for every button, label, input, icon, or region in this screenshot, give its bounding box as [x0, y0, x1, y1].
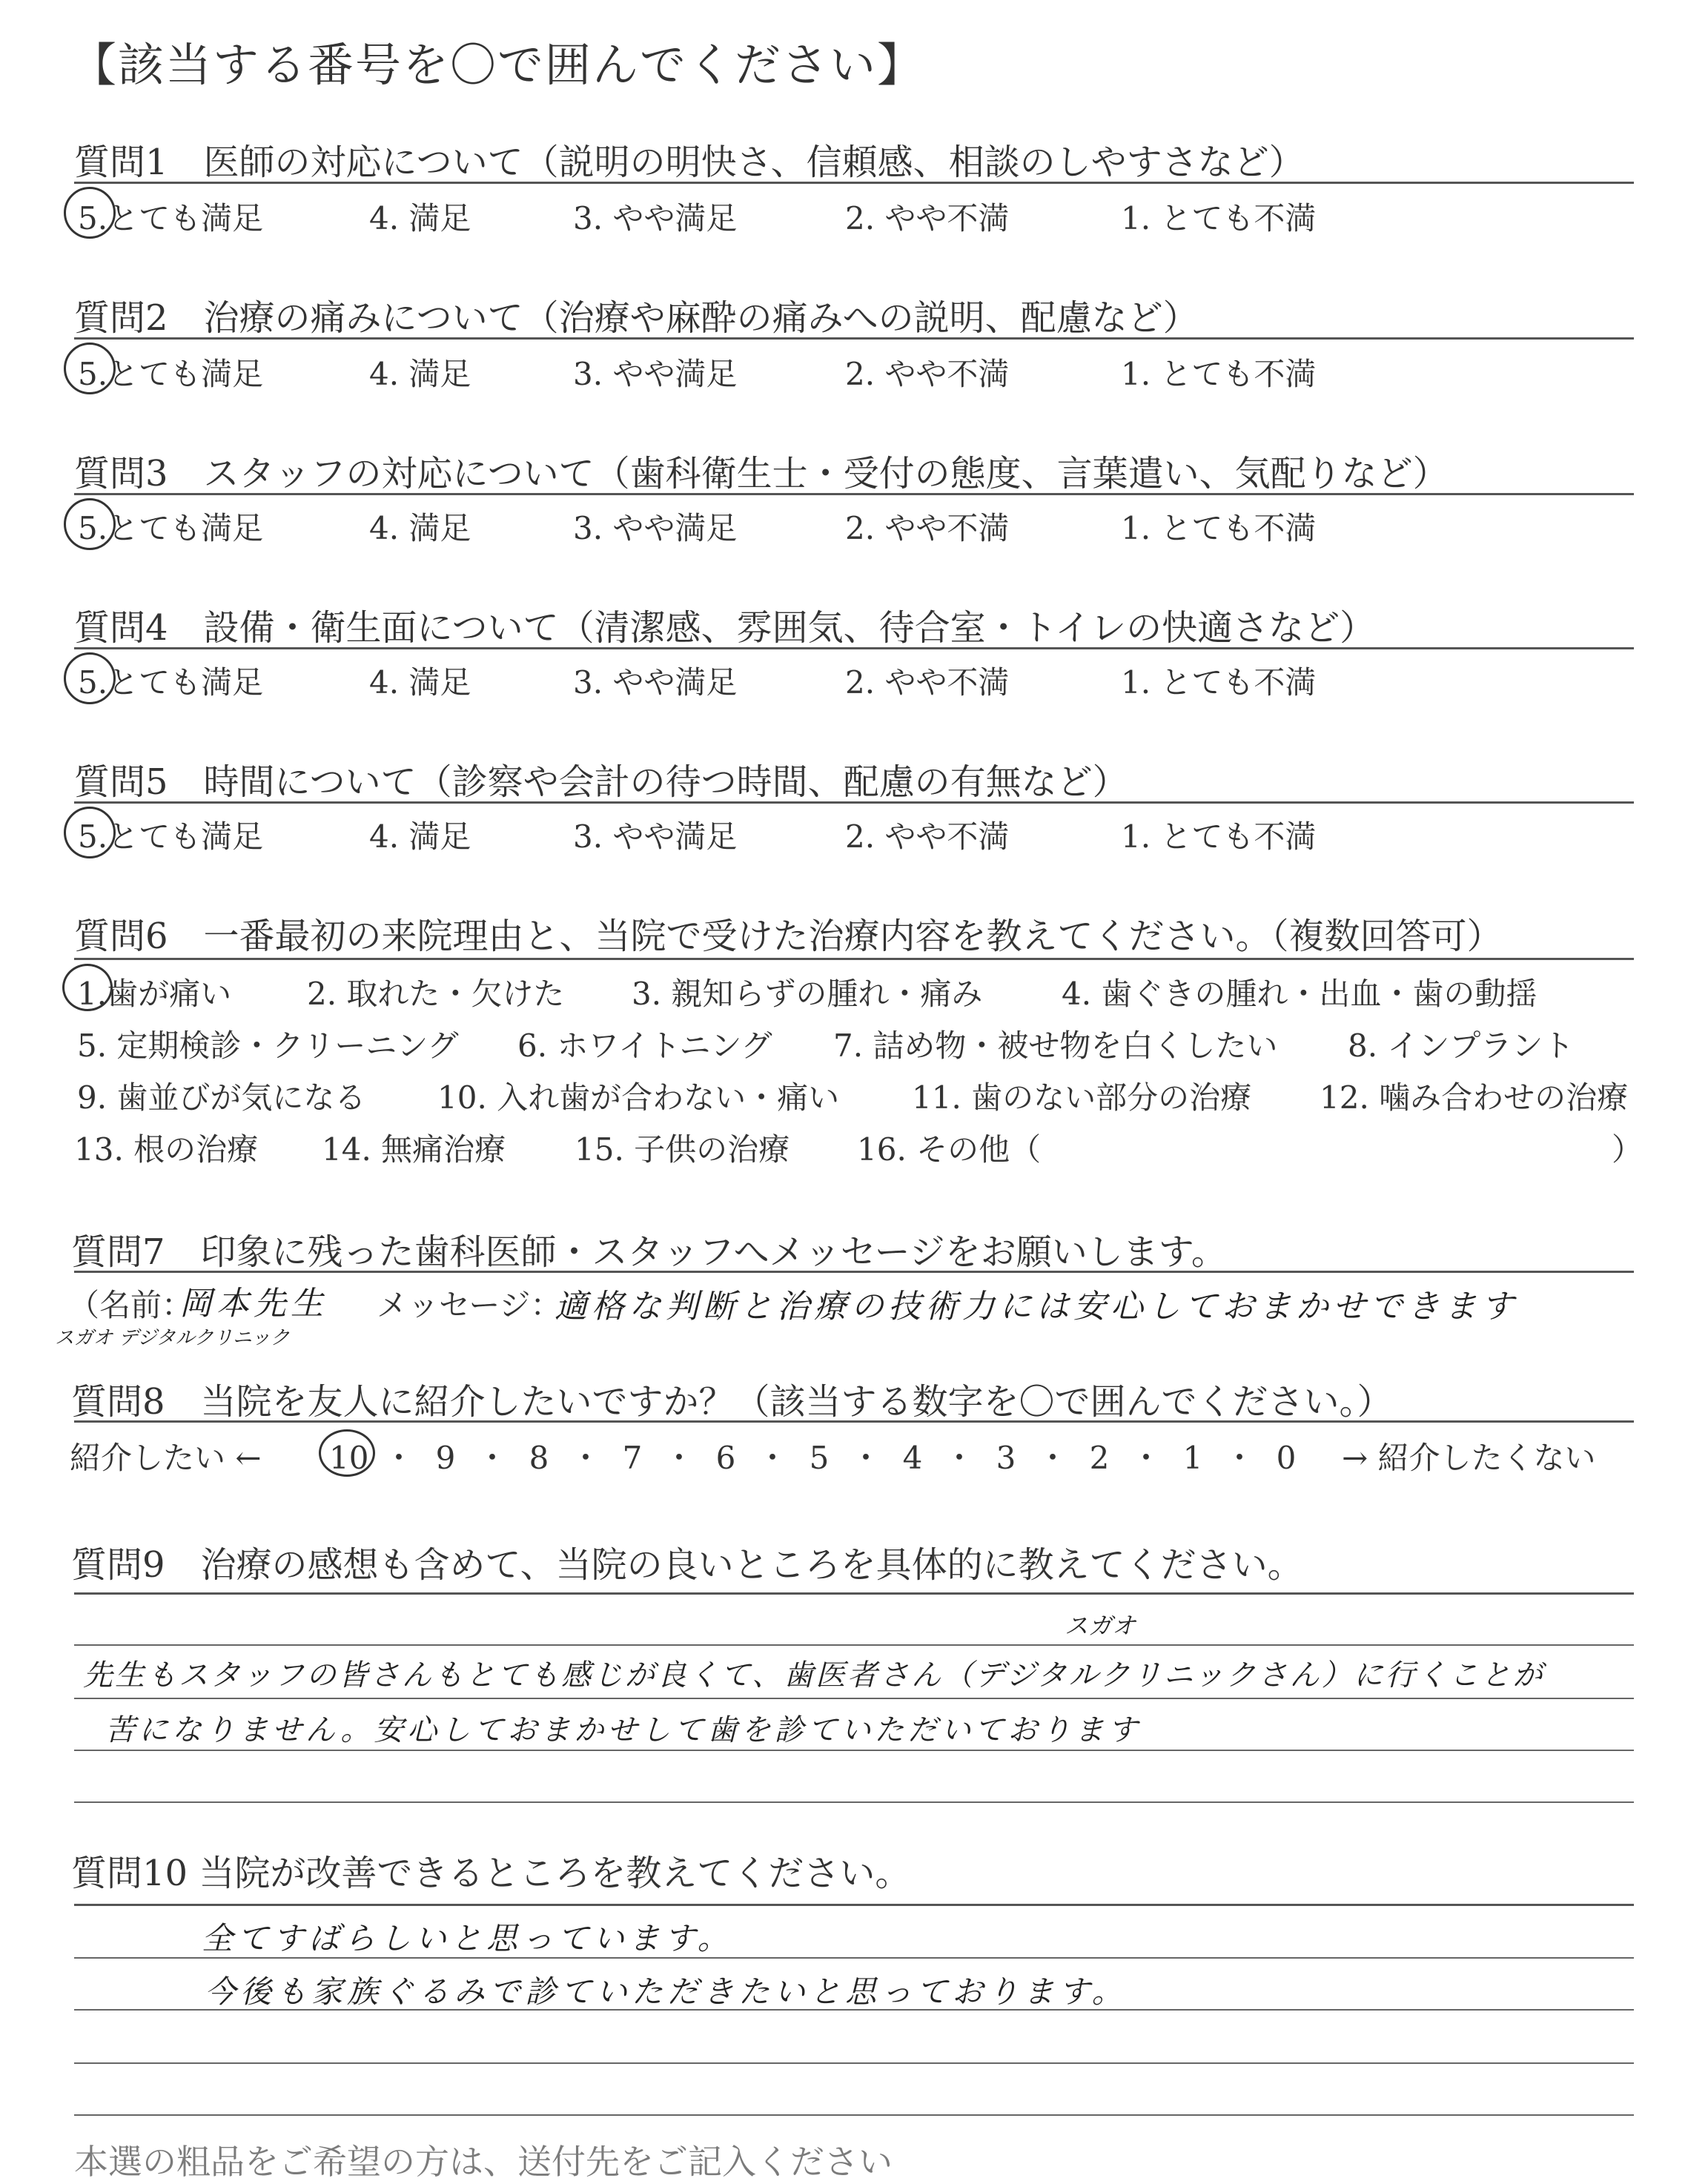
q8-scale-dot: ・ [569, 1440, 601, 1476]
bottom-cutoff-text [74, 2135, 1634, 2182]
q8-scale-dot: ・ [476, 1440, 508, 1476]
q8-scale-4[interactable]: 4 [902, 1440, 923, 1476]
q3-option-4[interactable]: 4. 満足 [369, 510, 471, 546]
question-4-rule [74, 647, 1634, 649]
q8-scale-10[interactable]: 10 [329, 1440, 369, 1476]
q10-answer-line-2[interactable]: 今後も家族ぐるみで診ていただきたいと思っております。 [205, 1973, 1128, 2010]
q8-scale-dot: ・ [850, 1440, 881, 1476]
q9-annotation: スガオ [1065, 1612, 1136, 1640]
q8-scale-5[interactable]: 5 [809, 1440, 830, 1476]
q4-option-4[interactable]: 4. 満足 [369, 664, 471, 701]
q8-scale-dot: ・ [756, 1440, 788, 1476]
q9-answer-line [74, 1698, 1634, 1699]
form-title: 【該当する番号を〇で囲んでください】 [70, 38, 925, 92]
question-7-rule [74, 1271, 1634, 1273]
q3-option-5[interactable]: 5.とても満足 [78, 510, 264, 546]
q6-option-2[interactable]: 2. 取れた・欠けた [307, 976, 565, 1012]
q4-option-5[interactable]: 5.とても満足 [78, 664, 264, 701]
q1-option-2[interactable]: 2. やや不満 [845, 200, 1010, 236]
q2-option-5[interactable]: 5.とても満足 [78, 356, 264, 392]
question-1-heading: 質問1 医師の対応について（説明の明快さ、信頼感、相談のしやすさなど） [74, 142, 1305, 183]
question-8-heading: 質問8 当院を友人に紹介したいですか？（該当する数字を〇で囲んでください。） [71, 1381, 1393, 1423]
q8-scale-dot: ・ [1223, 1440, 1255, 1476]
question-2-heading: 質問2 治療の痛みについて（治療や麻酔の痛みへの説明、配慮など） [74, 297, 1199, 339]
q9-answer-line [74, 1644, 1634, 1646]
q8-scale-7[interactable]: 7 [622, 1440, 643, 1476]
q3-selection-circle [64, 498, 116, 550]
q5-option-2[interactable]: 2. やや不満 [845, 818, 1010, 855]
q2-option-1[interactable]: 1. とても不満 [1121, 356, 1317, 392]
q8-scale-dot: ・ [1130, 1440, 1162, 1476]
q8-scale-8[interactable]: 8 [529, 1440, 549, 1476]
q6-option-6[interactable]: 6. ホワイトニング [517, 1028, 772, 1064]
q1-option-4[interactable]: 4. 満足 [369, 200, 471, 236]
q9-answer-line [74, 1801, 1634, 1803]
q8-scale-2[interactable]: 2 [1089, 1440, 1110, 1476]
question-9-rule [74, 1592, 1634, 1595]
q3-option-3[interactable]: 3. やや満足 [573, 510, 738, 546]
q8-scale-3[interactable]: 3 [996, 1440, 1016, 1476]
bottom-cutoff-label: 本選の粗品をご希望の方は、送付先をご記入ください [74, 2142, 893, 2182]
q10-answer-line [74, 2114, 1634, 2116]
q8-scale-6[interactable]: 6 [715, 1440, 736, 1476]
q8-scale-dot: ・ [943, 1440, 975, 1476]
question-3-rule [74, 493, 1634, 495]
question-4-heading: 質問4 設備・衛生面について（清潔感、雰囲気、待合室・トイレの快適さなど） [74, 607, 1376, 649]
q6-option-11[interactable]: 11. 歯のない部分の治療 [912, 1079, 1252, 1116]
q6-option-10[interactable]: 10. 入れ歯が合わない・痛い [437, 1079, 840, 1116]
q6-option-13[interactable]: 13. 根の治療 [74, 1131, 259, 1168]
q6-option-3[interactable]: 3. 親知らずの腫れ・痛み [632, 976, 983, 1012]
q8-scale-dot: ・ [1036, 1440, 1068, 1476]
q7-name-sub: スガオ デジタルクリニック [55, 1327, 290, 1349]
question-5-heading: 質問5 時間について（診察や会計の待つ時間、配慮の有無など） [74, 761, 1128, 803]
q3-option-1[interactable]: 1. とても不満 [1121, 510, 1317, 546]
q10-answer-line-1[interactable]: 全てすばらしいと思っています。 [202, 1920, 733, 1956]
q8-scale-dot: ・ [383, 1440, 414, 1476]
question-8-rule [74, 1420, 1634, 1423]
q5-option-1[interactable]: 1. とても不満 [1121, 818, 1317, 855]
question-6-rule [74, 958, 1634, 960]
q5-option-3[interactable]: 3. やや満足 [573, 818, 738, 855]
q4-option-3[interactable]: 3. やや満足 [573, 664, 738, 701]
q6-option-8[interactable]: 8. インプラント [1348, 1028, 1575, 1064]
q9-answer-line-2[interactable]: 苦になりません。安心しておまかせして歯を診ていただいております [105, 1713, 1142, 1747]
q6-option-7[interactable]: 7. 詰め物・被せ物を白くしたい [833, 1028, 1278, 1064]
q4-option-1[interactable]: 1. とても不満 [1121, 664, 1317, 701]
q5-option-4[interactable]: 4. 満足 [369, 818, 471, 855]
question-7-heading: 質問7 印象に残った歯科医師・スタッフへメッセージをお願いします。 [71, 1231, 1227, 1273]
q2-option-4[interactable]: 4. 満足 [369, 356, 471, 392]
q6-option-16[interactable]: 16. その他（ [857, 1131, 1042, 1168]
q6-selection-circle [62, 964, 113, 1011]
q1-selection-circle [64, 187, 116, 239]
question-5-rule [74, 801, 1634, 804]
q6-option-14[interactable]: 14. 無痛治療 [322, 1131, 506, 1168]
question-6-heading: 質問6 一番最初の来院理由と、当院で受けた治療内容を教えてください。（複数回答可） [74, 916, 1503, 957]
q8-right-label: → 紹介したくない [1342, 1440, 1596, 1476]
q2-option-2[interactable]: 2. やや不満 [845, 356, 1010, 392]
q6-option-1[interactable]: 1.歯が痛い [77, 976, 232, 1012]
q5-selection-circle [64, 807, 116, 858]
q7-name-label: （名前： [68, 1287, 193, 1323]
q7-message-value[interactable]: 適格な判断と治療の技術力には安心しておまかせできます [555, 1288, 1518, 1326]
q8-scale-9[interactable]: 9 [435, 1440, 456, 1476]
q4-selection-circle [64, 652, 116, 704]
question-10-rule [74, 1904, 1634, 1906]
q9-answer-line [74, 1750, 1634, 1751]
q2-option-3[interactable]: 3. やや満足 [573, 356, 738, 392]
question-10-heading: 質問10 当院が改善できるところを教えてください。 [71, 1853, 911, 1894]
q8-left-label: 紹介したい ← [70, 1440, 262, 1476]
question-1-rule [74, 182, 1634, 184]
q9-answer-line-1[interactable]: 先生もスタッフの皆さんもとても感じが良くて、歯医者さん（デジタルクリニックさん）に行くことが [83, 1658, 1545, 1692]
q2-selection-circle [64, 343, 116, 394]
q5-option-5[interactable]: 5.とても満足 [78, 818, 264, 855]
q1-option-5[interactable]: 5.とても満足 [78, 200, 264, 236]
q6-option-4[interactable]: 4. 歯ぐきの腫れ・出血・歯の動揺 [1062, 976, 1537, 1012]
q3-option-2[interactable]: 2. やや不満 [845, 510, 1010, 546]
q6-option-5[interactable]: 5. 定期検診・クリーニング [77, 1028, 459, 1064]
question-9-heading: 質問9 治療の感想も含めて、当院の良いところを具体的に教えてください。 [71, 1544, 1303, 1586]
q8-scale-dot: ・ [663, 1440, 695, 1476]
q6-option-15[interactable]: 15. 子供の治療 [575, 1131, 790, 1168]
q1-option-1[interactable]: 1. とても不満 [1121, 200, 1317, 236]
q6-option-12[interactable]: 12. 噛み合わせの治療 [1320, 1079, 1629, 1116]
q8-scale-1[interactable]: 1 [1182, 1440, 1203, 1476]
q6-option-9[interactable]: 9. 歯並びが気になる [77, 1079, 366, 1116]
q1-option-3[interactable]: 3. やや満足 [573, 200, 738, 236]
question-2-rule [74, 337, 1634, 340]
question-3-heading: 質問3 スタッフの対応について（歯科衛生士・受付の態度、言葉遣い、気配りなど） [74, 453, 1449, 494]
q7-message-label: メッセージ： [377, 1287, 562, 1323]
q8-scale [329, 1434, 1309, 1478]
q10-answer-line [74, 2062, 1634, 2064]
q6-other-close: ） [1612, 1131, 1644, 1168]
q7-name-value[interactable]: 岡本先生 [179, 1285, 328, 1323]
q8-scale-0[interactable]: 0 [1276, 1440, 1297, 1476]
q4-option-2[interactable]: 2. やや不満 [845, 664, 1010, 701]
q8-selection-circle [319, 1429, 375, 1477]
